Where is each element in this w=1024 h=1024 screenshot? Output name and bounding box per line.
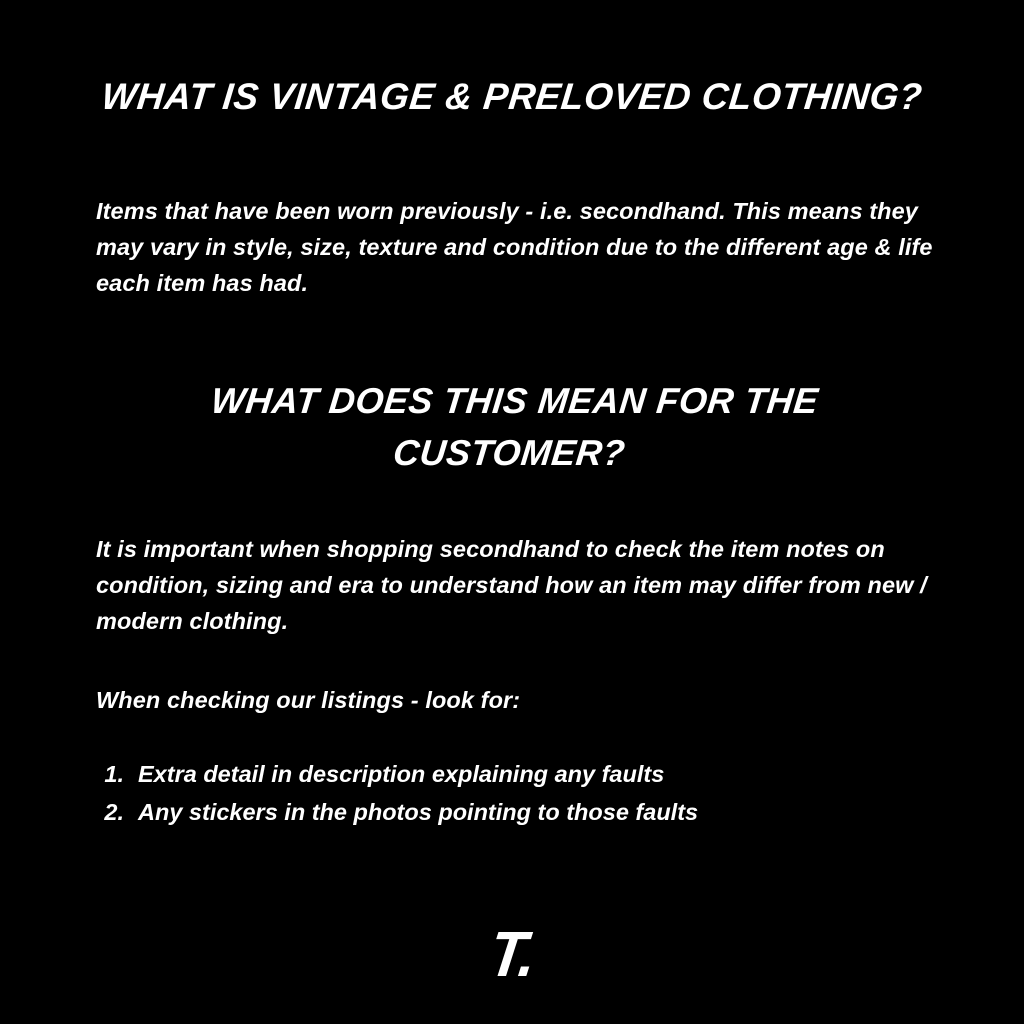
listings-lead-in-text: When checking our listings - look for: (96, 687, 521, 713)
list-item (96, 793, 956, 831)
list-item-label: Any stickers in the photos pointing to those faults (138, 799, 699, 825)
list-item (96, 755, 956, 793)
checklist (96, 755, 956, 831)
page-title: WHAT IS VINTAGE & PRELOVED CLOTHING? (99, 76, 925, 117)
brand-monogram-icon: T. (484, 918, 540, 990)
definition-paragraph: Items that have been worn previously - i.e. secondhand. This means they may vary in style, size, texture and condition due to the different age & life each item has had. (96, 198, 933, 296)
brand-logo (0, 918, 1024, 990)
customer-guidance-paragraph: It is important when shopping secondhand to check the item notes on condition, sizing and era to understand how an item may differ from new / modern clothing. (96, 536, 927, 634)
list-item-label: Extra detail in description explaining any faults (138, 761, 665, 787)
list-item-marker: 1. (104, 761, 124, 787)
section-title-customer-impact: WHAT DOES THIS MEAN FOR THE CUSTOMER? (209, 380, 821, 473)
list-item-marker: 2. (104, 799, 124, 825)
